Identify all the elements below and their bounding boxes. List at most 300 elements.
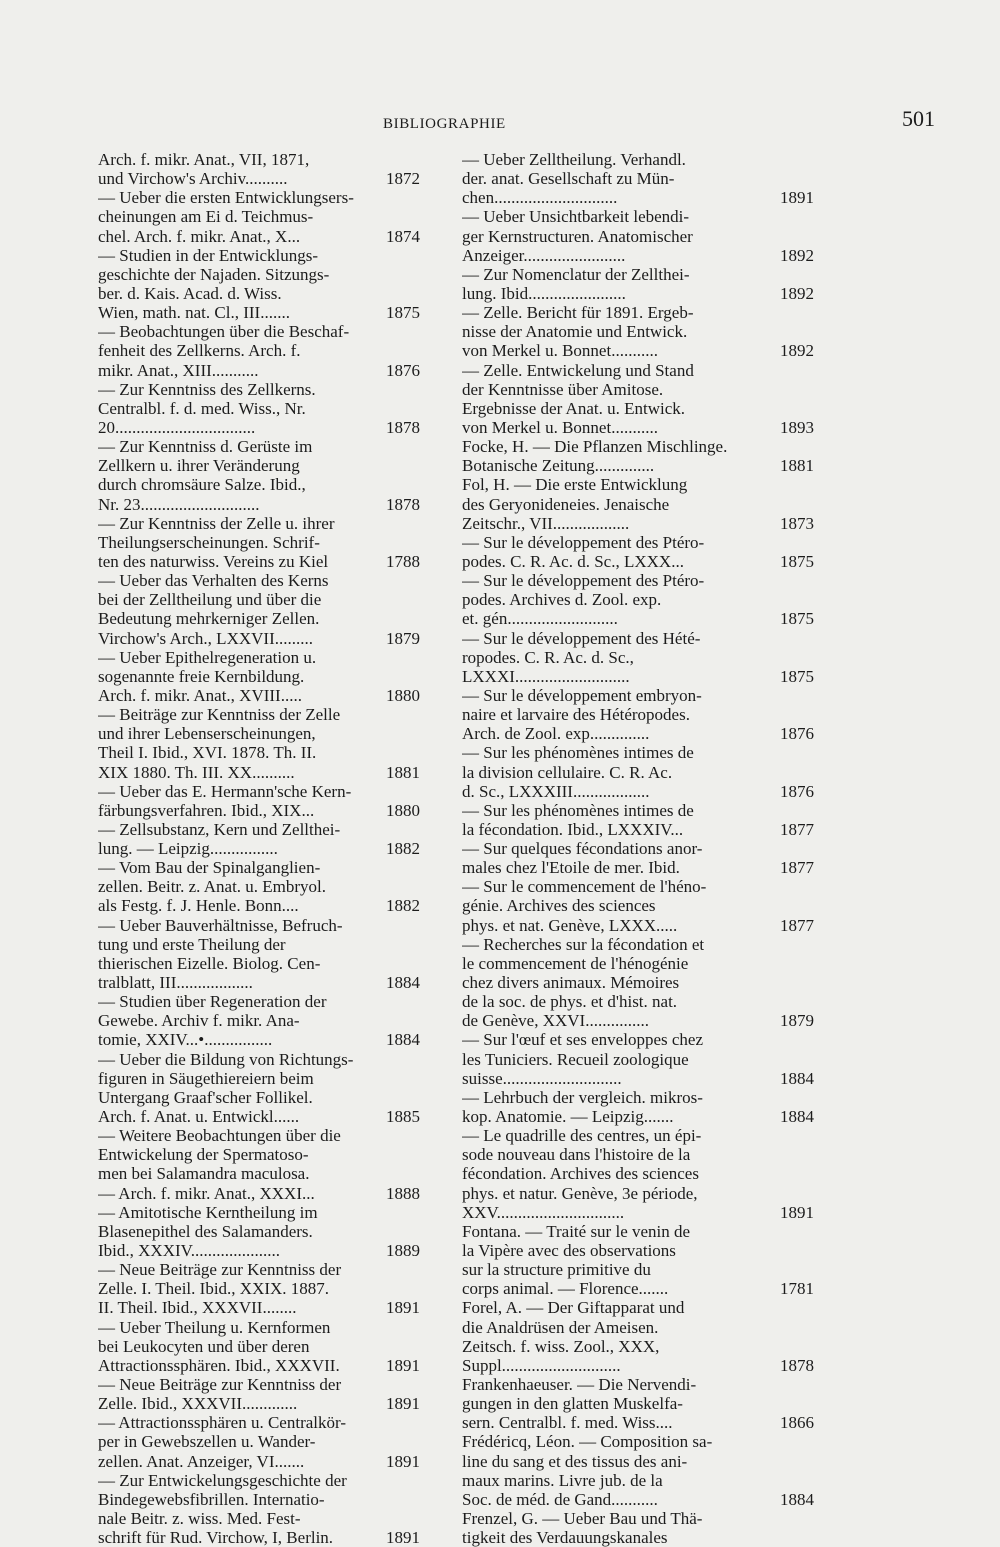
bibliography-line — [98, 1069, 420, 1088]
entry-text: und Virchow's Archiv.......... — [98, 169, 288, 189]
entry-year: 1881 — [780, 456, 814, 476]
entry-text: Zellkern u. ihrer Veränderung — [98, 456, 300, 476]
entry-text: podes. C. R. Ac. d. Sc., LXXX... — [462, 551, 684, 571]
entry-text: sogenannte freie Kernbildung. — [98, 666, 305, 686]
bibliography-line — [98, 495, 420, 514]
bibliography-line — [462, 1069, 814, 1088]
bibliography-line — [98, 1126, 420, 1145]
entry-text: sern. Centralbl. f. med. Wiss.... — [462, 1413, 673, 1433]
entry-text: — Neue Beiträge zur Kenntniss der — [98, 1375, 342, 1394]
entry-text: Ergebnisse der Anat. u. Entwick. — [462, 398, 686, 418]
entry-year: 1880 — [386, 800, 420, 820]
entry-text: — Zur Entwickelungsgeschichte der — [98, 1470, 347, 1490]
entry-text: fenheit des Zellkerns. Arch. f. — [98, 341, 301, 361]
entry-year: 1877 — [780, 819, 814, 839]
bibliography-line — [98, 1298, 420, 1317]
entry-text: tomie, XXIV...•................ — [98, 1030, 273, 1050]
entry-text: ger Kernstructuren. Anatomischer — [462, 226, 693, 246]
entry-text: nale Beitr. z. wiss. Med. Fest- — [98, 1508, 301, 1528]
entry-text: — Neue Beiträge zur Kenntniss der — [98, 1260, 342, 1280]
entry-text: — Zellsubstanz, Kern und Zellthei- — [98, 819, 341, 839]
entry-year: 1879 — [386, 628, 420, 648]
bibliography-line — [98, 1471, 420, 1490]
bibliography-line — [98, 820, 420, 839]
entry-text: podes. Archives d. Zool. exp. — [462, 590, 662, 610]
bibliography-line — [98, 207, 420, 226]
entry-text: Entwickelung der Spermatoso- — [98, 1145, 309, 1165]
bibliography-line — [98, 1050, 420, 1069]
entry-text: Attractionssphären. Ibid., XXXVII. — [98, 1355, 340, 1375]
bibliography-line — [462, 284, 814, 303]
entry-text: Anzeiger........................ — [462, 245, 626, 265]
entry-year: 1891 — [386, 1355, 420, 1375]
entry-text: Frankenhaeuser. — Die Nervendi- — [462, 1375, 697, 1394]
bibliography-line — [462, 361, 814, 380]
entry-year: 1873 — [780, 513, 814, 533]
bibliography-line — [462, 571, 814, 590]
entry-text: Suppl............................ — [462, 1355, 621, 1375]
entry-text: Bedeutung mehrkerniger Zellen. — [98, 609, 320, 629]
bibliography-line — [462, 705, 814, 724]
bibliography-line — [98, 169, 420, 188]
entry-text: der. anat. Gesellschaft zu Mün- — [462, 169, 675, 189]
entry-year: 1875 — [386, 303, 420, 323]
bibliography-line — [98, 743, 420, 762]
entry-text: Forel, A. — Der Giftapparat und — [462, 1298, 685, 1318]
entry-year: 1877 — [780, 915, 814, 935]
bibliography-line — [462, 1375, 814, 1394]
entry-text: — Vom Bau der Spinalganglien- — [98, 858, 321, 878]
entry-text: — Zur Kenntniss des Zellkerns. — [98, 379, 316, 399]
bibliography-line — [462, 916, 814, 935]
entry-text: des Geryonideneies. Jenaische — [462, 494, 670, 514]
bibliography-line — [98, 839, 420, 858]
entry-text: sode nouveau dans l'histoire de la — [462, 1145, 691, 1165]
entry-text: kop. Anatomie. — Leipzig....... — [462, 1107, 674, 1127]
bibliography-line — [98, 552, 420, 571]
bibliography-line — [462, 246, 814, 265]
entry-text: — Zelle. Entwickelung und Stand — [462, 360, 694, 380]
bibliography-line — [98, 1318, 420, 1337]
entry-year: 1876 — [780, 724, 814, 744]
bibliography-line — [462, 1260, 814, 1279]
entry-text: — Sur le développement des Hété- — [462, 628, 701, 648]
entry-text: Zeitschr., VII.................. — [462, 513, 630, 533]
entry-text: d. Sc., LXXXIII.................. — [462, 781, 650, 801]
entry-text: lung. — Leipzig................ — [98, 839, 278, 859]
entry-text: Zeitsch. f. wiss. Zool., XXX, — [462, 1336, 660, 1356]
bibliography-line — [462, 265, 814, 284]
bibliography-line — [462, 609, 814, 628]
entry-year: 1892 — [780, 245, 814, 265]
bibliography-line — [98, 150, 420, 169]
entry-text: la Vipère avec des observations — [462, 1241, 676, 1261]
entry-text: la division cellulaire. C. R. Ac. — [462, 762, 673, 782]
entry-text: Theilungserscheinungen. Schrif- — [98, 532, 320, 552]
bibliography-line — [462, 1164, 814, 1183]
bibliography-line — [98, 533, 420, 552]
entry-text: — Weitere Beobachtungen über die — [98, 1126, 341, 1146]
entry-text: suisse............................ — [462, 1068, 622, 1088]
entry-year: 1880 — [386, 685, 420, 705]
entry-text: bei Leukocyten und über deren — [98, 1336, 310, 1356]
bibliography-line — [98, 896, 420, 915]
bibliography-line — [98, 303, 420, 322]
bibliography-line — [462, 150, 814, 169]
entry-text: figuren in Säugethiereiern beim — [98, 1068, 314, 1088]
bibliography-line — [462, 724, 814, 743]
bibliography-line — [98, 629, 420, 648]
bibliography-line — [462, 418, 814, 437]
entry-year: 1888 — [386, 1183, 420, 1203]
bibliography-line — [462, 227, 814, 246]
entry-text: ten des naturwiss. Vereins zu Kiel — [98, 551, 329, 571]
bibliography-line — [98, 1337, 420, 1356]
entry-text: schrift für Rud. Virchow, I, Berlin. — [98, 1528, 334, 1547]
entry-year: 1788 — [386, 551, 420, 571]
bibliography-line — [462, 1471, 814, 1490]
bibliography-line — [98, 1203, 420, 1222]
bibliography-line — [98, 1164, 420, 1183]
bibliography-line — [98, 916, 420, 935]
entry-text: — Ueber die ersten Entwicklungsers- — [98, 188, 354, 208]
entry-year: 1874 — [386, 226, 420, 246]
entry-text: durch chromsäure Salze. Ibid., — [98, 475, 306, 495]
bibliography-line — [98, 1413, 420, 1432]
entry-text: — Zur Nomenclatur der Zellthei- — [462, 264, 690, 284]
bibliography-line — [462, 303, 814, 322]
entry-text: — Zur Kenntniss d. Gerüste im — [98, 437, 313, 457]
entry-year: 1882 — [386, 896, 420, 916]
bibliography-line — [462, 207, 814, 226]
entry-year: 1884 — [780, 1107, 814, 1127]
entry-text: sur la structure primitive du — [462, 1260, 651, 1280]
entry-text: LXXXI........................... — [462, 666, 630, 686]
bibliography-line — [462, 514, 814, 533]
bibliography-line — [98, 322, 420, 341]
bibliography-line — [98, 763, 420, 782]
bibliography-line — [462, 322, 814, 341]
bibliography-line — [462, 667, 814, 686]
bibliography-line — [462, 992, 814, 1011]
entry-text: — Sur le commencement de l'héno- — [462, 877, 707, 897]
entry-year: 1866 — [780, 1413, 814, 1433]
bibliography-line — [462, 1413, 814, 1432]
entry-text: corps animal. — Florence....... — [462, 1279, 669, 1299]
entry-text: II. Theil. Ibid., XXXVII........ — [98, 1298, 297, 1318]
entry-text: färbungsverfahren. Ibid., XIX... — [98, 800, 315, 820]
bibliography-line — [462, 1509, 814, 1528]
bibliography-line — [98, 514, 420, 533]
entry-year: 1875 — [780, 551, 814, 571]
bibliography-line — [462, 188, 814, 207]
bibliography-line — [98, 399, 420, 418]
bibliography-line — [98, 935, 420, 954]
entry-year: 1891 — [780, 1202, 814, 1222]
entry-year: 1875 — [780, 609, 814, 629]
entry-text: — Ueber Epithelregeneration u. — [98, 647, 317, 667]
entry-text: Arch. f. mikr. Anat., XVIII..... — [98, 685, 302, 705]
entry-text: Zelle. I. Theil. Ibid., XXIX. 1887. — [98, 1279, 330, 1299]
entry-text: — Beiträge zur Kenntniss der Zelle — [98, 705, 341, 725]
bibliography-line — [462, 1184, 814, 1203]
bibliography-line — [98, 456, 420, 475]
entry-year: 1872 — [386, 169, 420, 189]
bibliography-line — [462, 935, 814, 954]
entry-year: 1881 — [386, 762, 420, 782]
entry-year: 1885 — [386, 1107, 420, 1127]
bibliography-line — [462, 782, 814, 801]
bibliography-line — [98, 1375, 420, 1394]
entry-text: Blasenepithel des Salamanders. — [98, 1221, 313, 1241]
bibliography-line — [462, 399, 814, 418]
bibliography-line — [98, 1241, 420, 1260]
bibliography-line — [98, 1490, 420, 1509]
bibliography-line — [462, 743, 814, 762]
entry-year: 1891 — [386, 1451, 420, 1471]
entry-text: — Sur les phénomènes intimes de — [462, 743, 694, 763]
entry-text: nisse der Anatomie und Entwick. — [462, 322, 688, 342]
bibliography-line — [462, 437, 814, 456]
entry-text: Centralbl. f. d. med. Wiss., Nr. — [98, 398, 306, 418]
bibliography-line — [462, 1030, 814, 1049]
bibliography-line — [462, 456, 814, 475]
entry-year: 1893 — [780, 417, 814, 437]
bibliography-line — [462, 1279, 814, 1298]
entry-text: tung und erste Theilung der — [98, 934, 286, 954]
entry-text: per in Gewebszellen u. Wander- — [98, 1432, 316, 1452]
entry-text: als Festg. f. J. Henle. Bonn.... — [98, 896, 299, 916]
entry-text: zellen. Beitr. z. Anat. u. Embryol. — [98, 877, 327, 897]
entry-text: — Studien über Regeneration der — [98, 992, 327, 1012]
bibliography-line — [98, 1030, 420, 1049]
bibliography-line — [98, 609, 420, 628]
entry-text: — Beobachtungen über die Beschaf- — [98, 322, 350, 342]
bibliography-line — [98, 361, 420, 380]
bibliography-line — [98, 858, 420, 877]
bibliography-line — [98, 667, 420, 686]
entry-year: 1876 — [386, 360, 420, 380]
entry-text: Untergang Graaf'scher Follikel. — [98, 1087, 313, 1107]
bibliography-column-right — [462, 150, 814, 1547]
entry-year: 1892 — [780, 283, 814, 303]
entry-text: Soc. de méd. de Gand........... — [462, 1489, 658, 1509]
bibliography-line — [462, 839, 814, 858]
entry-text: males chez l'Etoile de mer. Ibid. — [462, 858, 680, 878]
entry-text: — Ueber Zelltheilung. Verhandl. — [462, 150, 686, 169]
bibliography-line — [462, 1126, 814, 1145]
bibliography-line — [462, 169, 814, 188]
entry-year: 1879 — [780, 1011, 814, 1031]
bibliography-line — [462, 763, 814, 782]
entry-text: XIX 1880. Th. III. XX.......... — [98, 762, 295, 782]
entry-text: — Arch. f. mikr. Anat., XXXI... — [98, 1183, 315, 1203]
bibliography-line — [462, 1088, 814, 1107]
entry-text: — Studien in der Entwicklungs- — [98, 245, 319, 265]
bibliography-line — [462, 533, 814, 552]
bibliography-line — [462, 877, 814, 896]
bibliography-line — [98, 418, 420, 437]
entry-text: maux marins. Livre jub. de la — [462, 1470, 663, 1490]
entry-text: — Ueber das E. Hermann'sche Kern- — [98, 781, 352, 801]
bibliography-line — [98, 1088, 420, 1107]
bibliography-line — [462, 1490, 814, 1509]
bibliography-line — [98, 1356, 420, 1375]
entry-text: de la soc. de phys. et d'hist. nat. — [462, 992, 678, 1012]
entry-text: ropodes. C. R. Ac. d. Sc., — [462, 647, 634, 667]
entry-year: 1878 — [386, 417, 420, 437]
entry-year: 1884 — [386, 1030, 420, 1050]
bibliography-line — [462, 1241, 814, 1260]
entry-text: — Zur Kenntniss der Zelle u. ihrer — [98, 513, 335, 533]
entry-year: 1876 — [780, 781, 814, 801]
bibliography-line — [462, 1145, 814, 1164]
entry-text: de Genève, XXVI............... — [462, 1011, 649, 1031]
bibliography-line — [98, 1145, 420, 1164]
entry-text: — Le quadrille des centres, un épi- — [462, 1126, 702, 1146]
bibliography-line — [462, 801, 814, 820]
entry-text: — Recherches sur la fécondation et — [462, 934, 705, 954]
entry-text: Bindegewebsfibrillen. Internatio- — [98, 1489, 325, 1509]
bibliography-line — [462, 1298, 814, 1317]
entry-year: 1891 — [386, 1528, 420, 1547]
entry-text: — Ueber Theilung u. Kernformen — [98, 1317, 331, 1337]
entry-text: chen............................. — [462, 188, 618, 208]
entry-text: et. gén.......................... — [462, 609, 618, 629]
bibliography-line — [98, 877, 420, 896]
bibliography-line — [98, 1432, 420, 1451]
entry-text: Theil I. Ibid., XVI. 1878. Th. II. — [98, 743, 317, 763]
entry-year: 1891 — [386, 1394, 420, 1414]
bibliography-line — [98, 686, 420, 705]
entry-text: naire et larvaire des Hétéropodes. — [462, 705, 690, 725]
entry-text: phys. et natur. Genève, 3e période, — [462, 1183, 698, 1203]
bibliography-line — [462, 1318, 814, 1337]
bibliography-line — [462, 1203, 814, 1222]
entry-text: Focke, H. — Die Pflanzen Mischlinge. — [462, 437, 728, 457]
bibliography-line — [462, 341, 814, 360]
bibliography-column-left — [98, 150, 420, 1547]
bibliography-line — [98, 571, 420, 590]
entry-text: — Ueber Bauverhältnisse, Befruch- — [98, 915, 343, 935]
entry-text: le commencement de l'hénogénie — [462, 953, 689, 973]
entry-text: geschichte der Najaden. Sitzungs- — [98, 264, 330, 284]
bibliography-line — [462, 1432, 814, 1451]
entry-text: cheinungen am Ei d. Teichmus- — [98, 207, 314, 227]
entry-year: 1875 — [780, 666, 814, 686]
entry-year: 1877 — [780, 858, 814, 878]
bibliography-line — [98, 992, 420, 1011]
bibliography-line — [98, 341, 420, 360]
entry-text: les Tuniciers. Recueil zoologique — [462, 1049, 689, 1069]
entry-year: 1884 — [386, 973, 420, 993]
entry-year: 1884 — [780, 1068, 814, 1088]
bibliography-line — [98, 973, 420, 992]
entry-text: lung. Ibid....................... — [462, 283, 626, 303]
entry-text: bei der Zelltheilung und über die — [98, 590, 322, 610]
bibliography-line — [98, 475, 420, 494]
entry-text: tralblatt, III.................. — [98, 973, 253, 993]
entry-text: mikr. Anat., XIII........... — [98, 360, 259, 380]
entry-text: chel. Arch. f. mikr. Anat., X... — [98, 226, 301, 246]
entry-year: 1889 — [386, 1241, 420, 1261]
bibliography-line — [98, 648, 420, 667]
bibliography-line — [98, 954, 420, 973]
bibliography-line — [98, 801, 420, 820]
bibliography-line — [462, 1222, 814, 1241]
bibliography-line — [98, 1452, 420, 1471]
bibliography-line — [462, 954, 814, 973]
bibliography-line — [462, 552, 814, 571]
entry-year: 1882 — [386, 839, 420, 859]
bibliography-line — [98, 782, 420, 801]
entry-text: phys. et nat. Genève, LXXX..... — [462, 915, 678, 935]
bibliography-line — [98, 284, 420, 303]
bibliography-line — [462, 820, 814, 839]
bibliography-line — [98, 1107, 420, 1126]
bibliography-line — [462, 629, 814, 648]
entry-text: Wien, math. nat. Cl., III....... — [98, 303, 290, 323]
bibliography-line — [462, 1356, 814, 1375]
bibliography-line — [462, 1394, 814, 1413]
bibliography-line — [98, 246, 420, 265]
entry-text: 20................................. — [98, 417, 256, 437]
entry-text: la fécondation. Ibid., LXXXIV... — [462, 819, 684, 839]
bibliography-line — [462, 1050, 814, 1069]
entry-text: die Analdrüsen der Ameisen. — [462, 1317, 659, 1337]
bibliography-line — [98, 437, 420, 456]
entry-text: Botanische Zeitung.............. — [462, 456, 655, 476]
entry-year: 1878 — [780, 1355, 814, 1375]
entry-text: chez divers animaux. Mémoires — [462, 973, 680, 993]
bibliography-line — [98, 1184, 420, 1203]
running-header: BIBLIOGRAPHIE — [383, 116, 506, 132]
entry-text: Arch. f. mikr. Anat., VII, 1871, — [98, 150, 310, 169]
entry-text: — Sur le développement des Ptéro- — [462, 532, 705, 552]
entry-text: Fontana. — Traité sur le venin de — [462, 1221, 691, 1241]
bibliography-line — [462, 1011, 814, 1030]
entry-text: fécondation. Archives des sciences — [462, 1164, 699, 1184]
entry-year: 1891 — [780, 188, 814, 208]
bibliography-line — [462, 1452, 814, 1471]
entry-text: line du sang et des tissus des ani- — [462, 1451, 688, 1471]
entry-year: 1781 — [780, 1279, 814, 1299]
entry-text: der Kenntnisse über Amitose. — [462, 379, 664, 399]
bibliography-line — [462, 475, 814, 494]
entry-text: — Zelle. Bericht für 1891. Ergeb- — [462, 303, 694, 323]
bibliography-line — [98, 1509, 420, 1528]
bibliography-line — [98, 1394, 420, 1413]
entry-text: men bei Salamandra maculosa. — [98, 1164, 310, 1184]
bibliography-line — [98, 1279, 420, 1298]
bibliography-line — [98, 227, 420, 246]
bibliography-line — [98, 590, 420, 609]
entry-text: von Merkel u. Bonnet........... — [462, 417, 658, 437]
entry-text: ber. d. Kais. Acad. d. Wiss. — [98, 283, 282, 303]
entry-text: Fol, H. — Die erste Entwicklung — [462, 475, 688, 495]
entry-text: génie. Archives des sciences — [462, 896, 656, 916]
entry-text: Ibid., XXXIV..................... — [98, 1241, 280, 1261]
bibliography-line — [462, 1337, 814, 1356]
entry-text: gungen in den glatten Muskelfa- — [462, 1394, 683, 1414]
entry-text: XXV.............................. — [462, 1202, 625, 1222]
bibliography-line — [462, 1107, 814, 1126]
bibliography-line — [98, 1011, 420, 1030]
bibliography-line — [98, 1260, 420, 1279]
bibliography-line — [462, 648, 814, 667]
entry-text: Frédéricq, Léon. — Composition sa- — [462, 1432, 713, 1452]
entry-text: Arch. f. Anat. u. Entwickl...... — [98, 1107, 300, 1127]
